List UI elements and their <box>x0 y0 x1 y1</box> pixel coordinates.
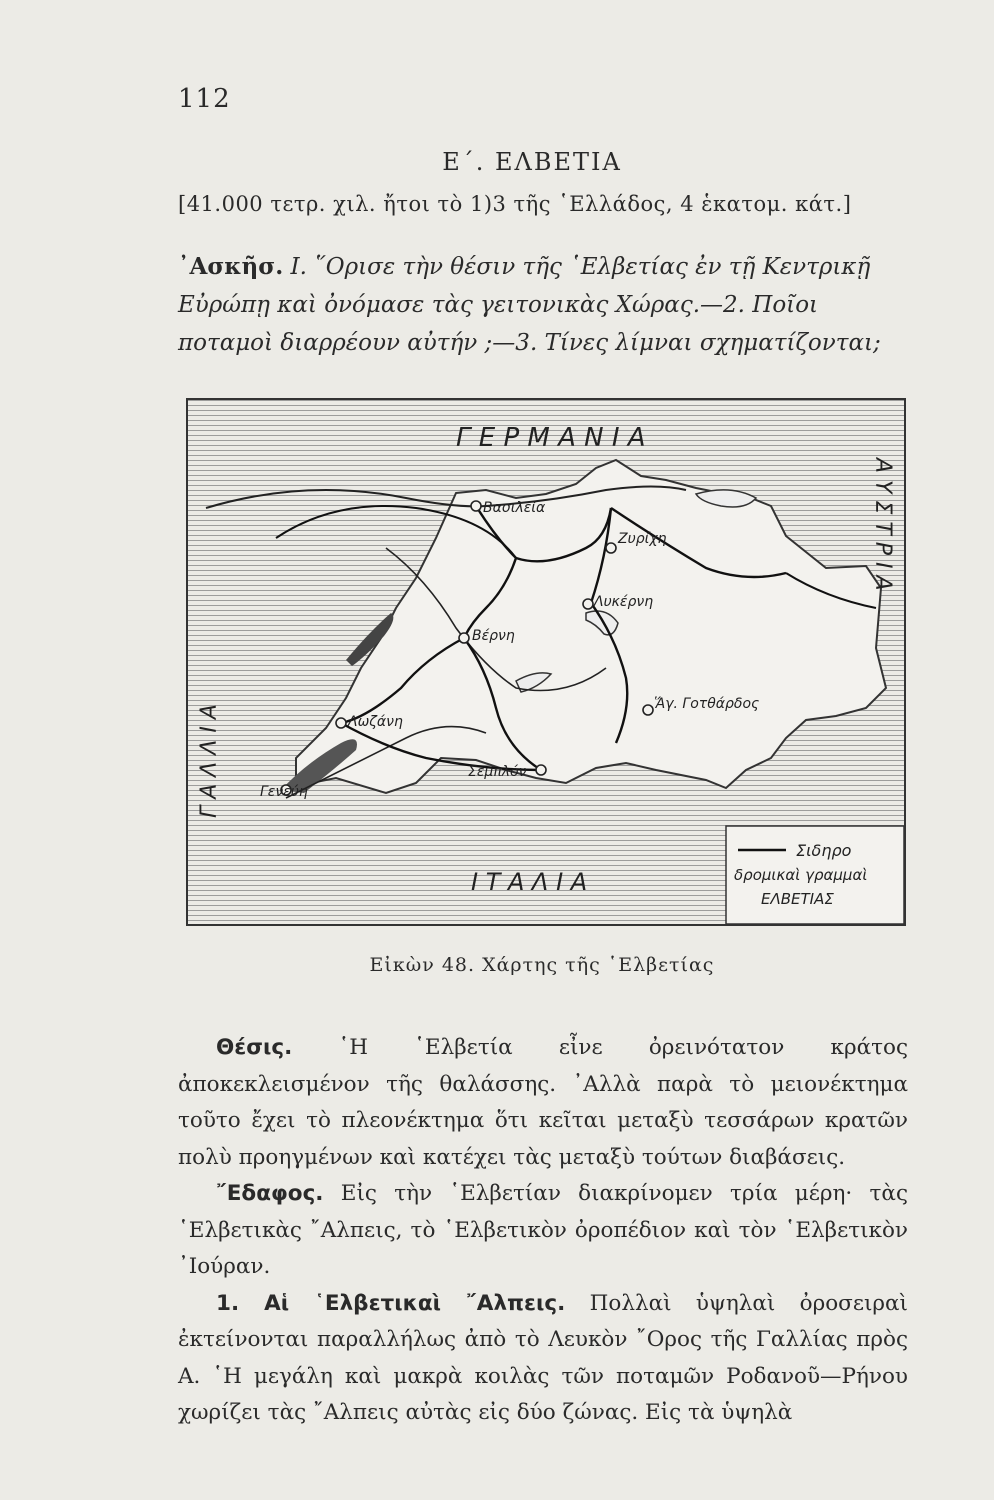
city-marker-lucerne <box>583 599 593 609</box>
label-gotthard: Ἅγ. Γοτθάρδος <box>654 696 760 712</box>
legend-line-1: Σιδηρο <box>796 841 852 860</box>
heading-alps: 1. Αἱ ῾Ελβετικαὶ ῎Αλπεις. <box>216 1290 566 1316</box>
label-simplon: Σεμπλόν <box>468 764 527 780</box>
exercise-text: Ι. ῞Ορισε τὴν θέσιν τῆς ῾Ελβετίας ἐν τῇ Κεντρικῇ Εὐρώπῃ καὶ ὀνόμασε τὰς γειτονικὰς Χώρας.—2. Ποῖοι ποταμοὶ διαρρέουν αὐτήν ;—3. Τίνες λίμναι σχηματίζονται; <box>178 254 881 356</box>
figure-caption: Εἰκὼν 48. Χάρτης τῆς ῾Ελβετίας <box>369 954 715 976</box>
map-svg <box>186 398 906 926</box>
legend-line-3: ΕΛΒΕΤΙΑΣ <box>761 890 834 908</box>
label-france: Γ Α Λ Λ Ι Α <box>197 704 222 818</box>
text-position: ῾Η ῾Ελβετία εἶνε ὀρεινότατον κράτος ἀποκεκλεισμένον τῆς θαλάσσης. ᾿Αλλὰ παρὰ τὸ μειονέκτημα τοῦτο ἔχει τὸ πλεονέκτημα ὅτι κεῖται μεταξὺ τεσσάρων κρατῶν πολὺ προηγμένων καὶ κατέχει τὰς μεταξὺ τούτων διαβάσεις. <box>178 1035 908 1170</box>
chapter-subtitle: [41.000 τετρ. χιλ. ἤτοι τὸ 1)3 τῆς ῾Ελλάδος, 4 ἑκατομ. κάτ.] <box>178 192 852 216</box>
exercise-block <box>178 248 908 362</box>
text-alps: Πολλαὶ ὑψηλαὶ ὀροσειραὶ ἐκτείνονται παραλλήλως ἀπὸ τὸ Λευκὸν ῎Ορος τῆς Γαλλίας πρὸς Α. ῾Η μεγάλη καὶ μακρὰ κοιλὰς τῶν ποταμῶν Ροδανοῦ—Ρήνου χωρίζει τὰς ῎Αλπεις αὐτὰς εἰς δύο ζώνας. Εἰς τὰ ὑψηλὰ <box>178 1290 908 1425</box>
label-germany: Γ Ε Ρ Μ Α Ν Ι Α <box>456 423 646 453</box>
paragraph-alps <box>178 1286 908 1432</box>
page-number: 112 <box>178 84 231 114</box>
chapter-title: Ε΄. ΕΛΒΕΤΙΑ <box>442 148 622 176</box>
label-austria: Α Υ Σ Τ Ρ Ι Α <box>870 458 895 591</box>
paragraph-position <box>178 1030 908 1176</box>
city-marker-gotthard <box>643 705 653 715</box>
city-marker-simplon <box>536 765 546 775</box>
city-marker-basel <box>471 501 481 511</box>
label-italy: Ι Τ Α Λ Ι Α <box>471 868 588 896</box>
label-zurich: Ζυρίχη <box>618 531 667 547</box>
city-marker-bern <box>459 633 469 643</box>
label-bern: Βέρνη <box>472 628 515 644</box>
paragraph-terrain <box>178 1176 908 1286</box>
text-terrain: Εἰς τὴν ῾Ελβετίαν διακρίνομεν τρία μέρη· τὰς ῾Ελβετικὰς ῎Αλπεις, τὸ ῾Ελβετικὸν ὀροπέδιον καὶ τὸν ῾Ελβετικὸν ᾿Ιούραν. <box>178 1181 908 1279</box>
legend-line-2: δρομικαὶ γραμμαὶ <box>734 866 868 884</box>
heading-position: Θέσις. <box>216 1035 293 1060</box>
label-lausanne: Λωζάνη <box>348 714 403 730</box>
label-geneva: Γενεύη <box>260 784 308 800</box>
body-text <box>178 1030 908 1432</box>
heading-terrain: ῎Εδαφος. <box>216 1181 324 1206</box>
city-marker-lausanne <box>336 718 346 728</box>
city-marker-zurich <box>606 543 616 553</box>
exercise-label: ᾿Ασκῆσ. <box>178 253 284 280</box>
switzerland-map <box>186 398 906 926</box>
label-basel: Βασιλεία <box>483 500 546 516</box>
label-lucerne: Λυκέρνη <box>594 594 654 610</box>
